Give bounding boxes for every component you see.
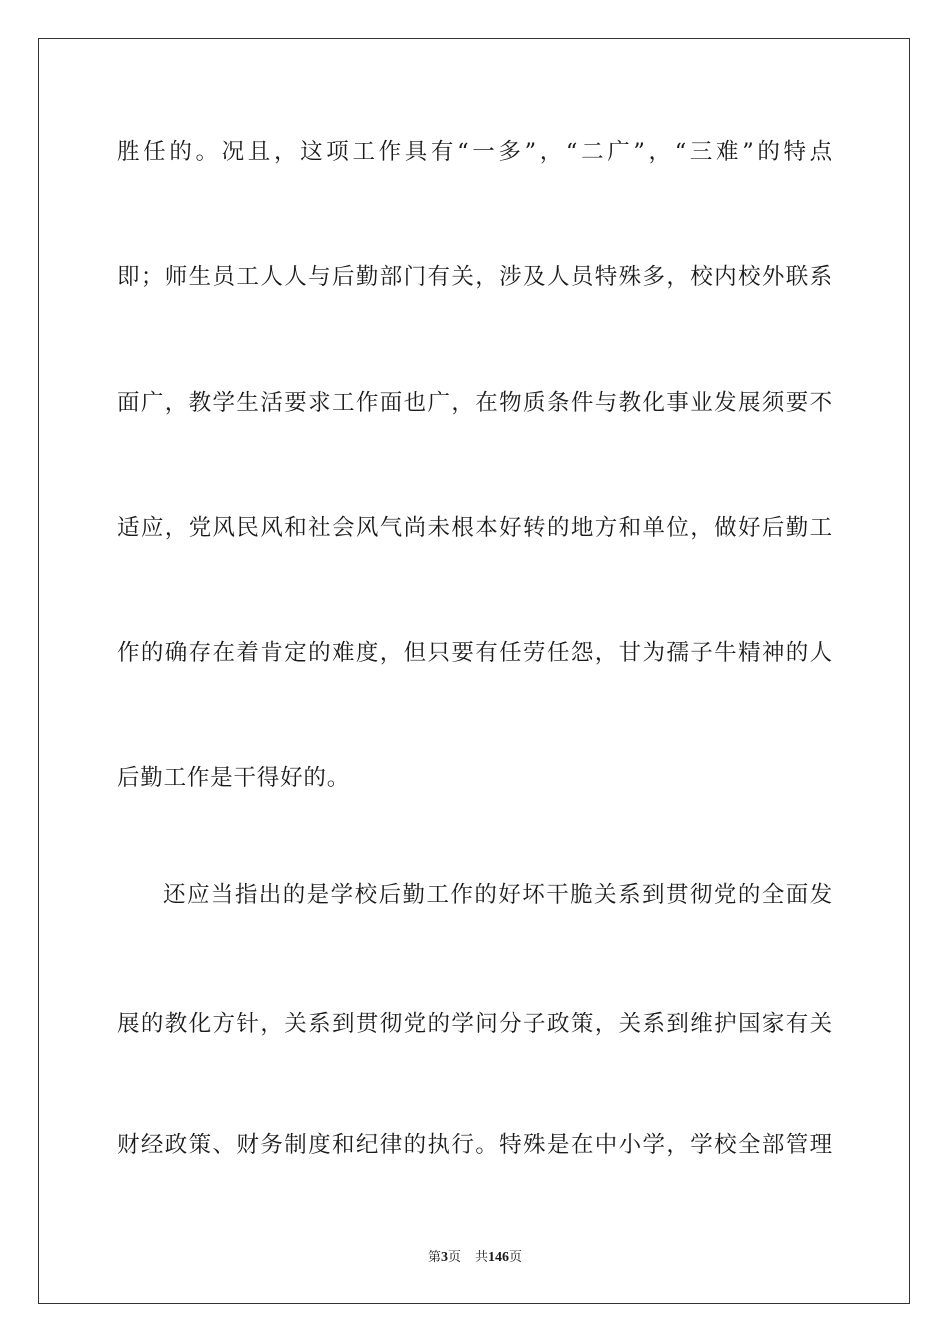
body-text-line: 展的教化方针，关系到贯彻党的学问分子政策，关系到维护国家有关: [117, 1011, 833, 1037]
page-footer: [0, 1249, 950, 1267]
total-label-suffix: 页: [509, 1250, 523, 1265]
body-text-line: 面广，教学生活要求工作面也广，在物质条件与教化事业发展须要不: [117, 390, 833, 416]
paragraph-first-line: 还应当指出的是学校后勤工作的好坏干脆关系到贯彻党的全面发: [163, 882, 833, 908]
body-text-line: 即；师生员工人人与后勤部门有关，涉及人员特殊多，校内校外联系: [117, 264, 833, 290]
body-text-line: 适应，党风民风和社会风气尚未根本好转的地方和单位，做好后勤工: [117, 515, 833, 541]
total-label-prefix: 共: [475, 1250, 489, 1265]
total-pages: 146: [488, 1250, 510, 1265]
page-label-prefix: 第: [427, 1250, 441, 1265]
body-text-line: 作的确存在着肯定的难度，但只要有任劳任怨，甘为孺子牛精神的人: [117, 640, 833, 666]
page-label-suffix: 页: [447, 1250, 461, 1265]
page-border: [38, 38, 910, 1304]
body-text-line: 后勤工作是干得好的。: [117, 765, 351, 791]
body-text-line: 财经政策、财务制度和纪律的执行。特殊是在中小学，学校全部管理: [117, 1132, 833, 1158]
body-text-line: 胜任的。况且，这项工作具有“一多”，“二广”，“三难”的特点: [117, 139, 833, 165]
page-number: 3: [440, 1250, 448, 1265]
